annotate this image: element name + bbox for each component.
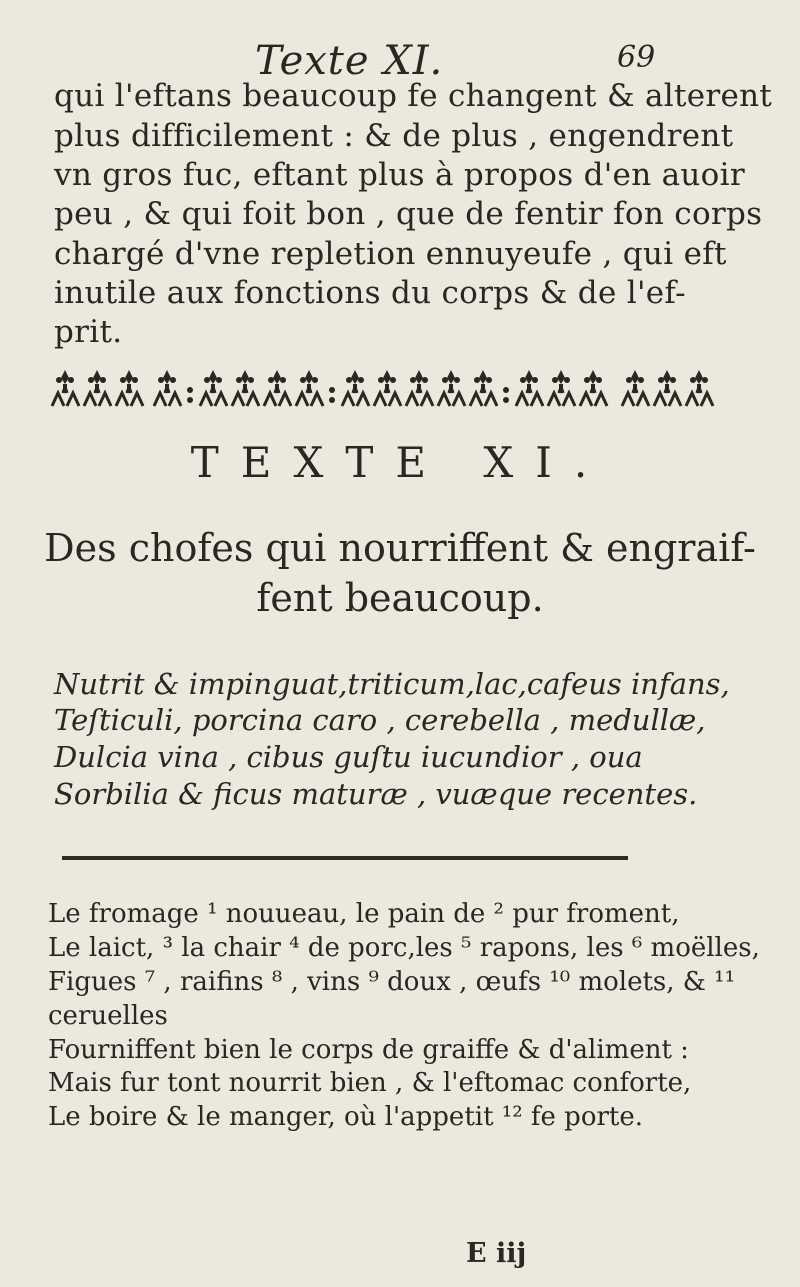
horizontal-rule: [62, 856, 628, 860]
body-text-line: peu , & qui foit bon , que de fentir fon corps: [54, 196, 763, 232]
section-subtitle-line: fent beaucoup.: [256, 576, 544, 620]
body-text-line: plus difficilement : & de plus , engendrent: [54, 118, 734, 154]
section-subtitle-line: Des chofes qui nourriffent & engraif-: [44, 526, 756, 570]
latin-verse-line: Dulcia vina , cibus guſtu iucundior , oua: [54, 740, 643, 774]
latin-verse-line: Teſticuli, porcina caro , cerebella , medullæ,: [54, 703, 706, 737]
page-number: 69: [617, 40, 656, 75]
french-verse-line: Mais fur tont nourrit bien , & l'eftomac conforte,: [48, 1068, 692, 1098]
french-verse-line: ceruelles: [48, 1001, 168, 1031]
french-verse-line: Fourniffent bien le corps de graiffe & d'aliment :: [48, 1035, 689, 1065]
section-heading: TEXTE XI.: [190, 438, 610, 487]
latin-verse-line: Sorbilia & ficus maturæ , vuæque recentes.: [54, 777, 698, 811]
french-verse-line: Le boire & le manger, où l'appetit ¹² fe porte.: [48, 1102, 644, 1132]
running-head: Texte XI.: [255, 38, 444, 84]
body-text-line: prit.: [54, 314, 123, 350]
body-text-line: inutile aux fonctions du corps & de l'ef-: [54, 275, 686, 311]
latin-verse-line: Nutrit & impinguat,triticum,lac,cafeus infans,: [54, 667, 730, 701]
body-text-line: vn gros fuc, eftant plus à propos d'en auoir: [54, 157, 745, 193]
body-text-line: chargé d'vne repletion ennuyeufe , qui eft: [54, 236, 727, 272]
body-text-line: qui l'eftans beaucoup fe changent & alterent: [54, 78, 773, 114]
ornament-band: [50, 366, 736, 412]
french-verse-line: Figues ⁷ , raifins ⁸ , vins ⁹ doux , œufs ¹⁰ molets, & ¹¹: [48, 967, 736, 997]
french-verse-line: Le fromage ¹ nouueau, le pain de ² pur froment,: [48, 899, 680, 929]
signature-mark: E iij: [466, 1238, 527, 1269]
french-verse-line: Le laict, ³ la chair ⁴ de porc,les ⁵ rapons, les ⁶ moëlles,: [48, 933, 760, 963]
